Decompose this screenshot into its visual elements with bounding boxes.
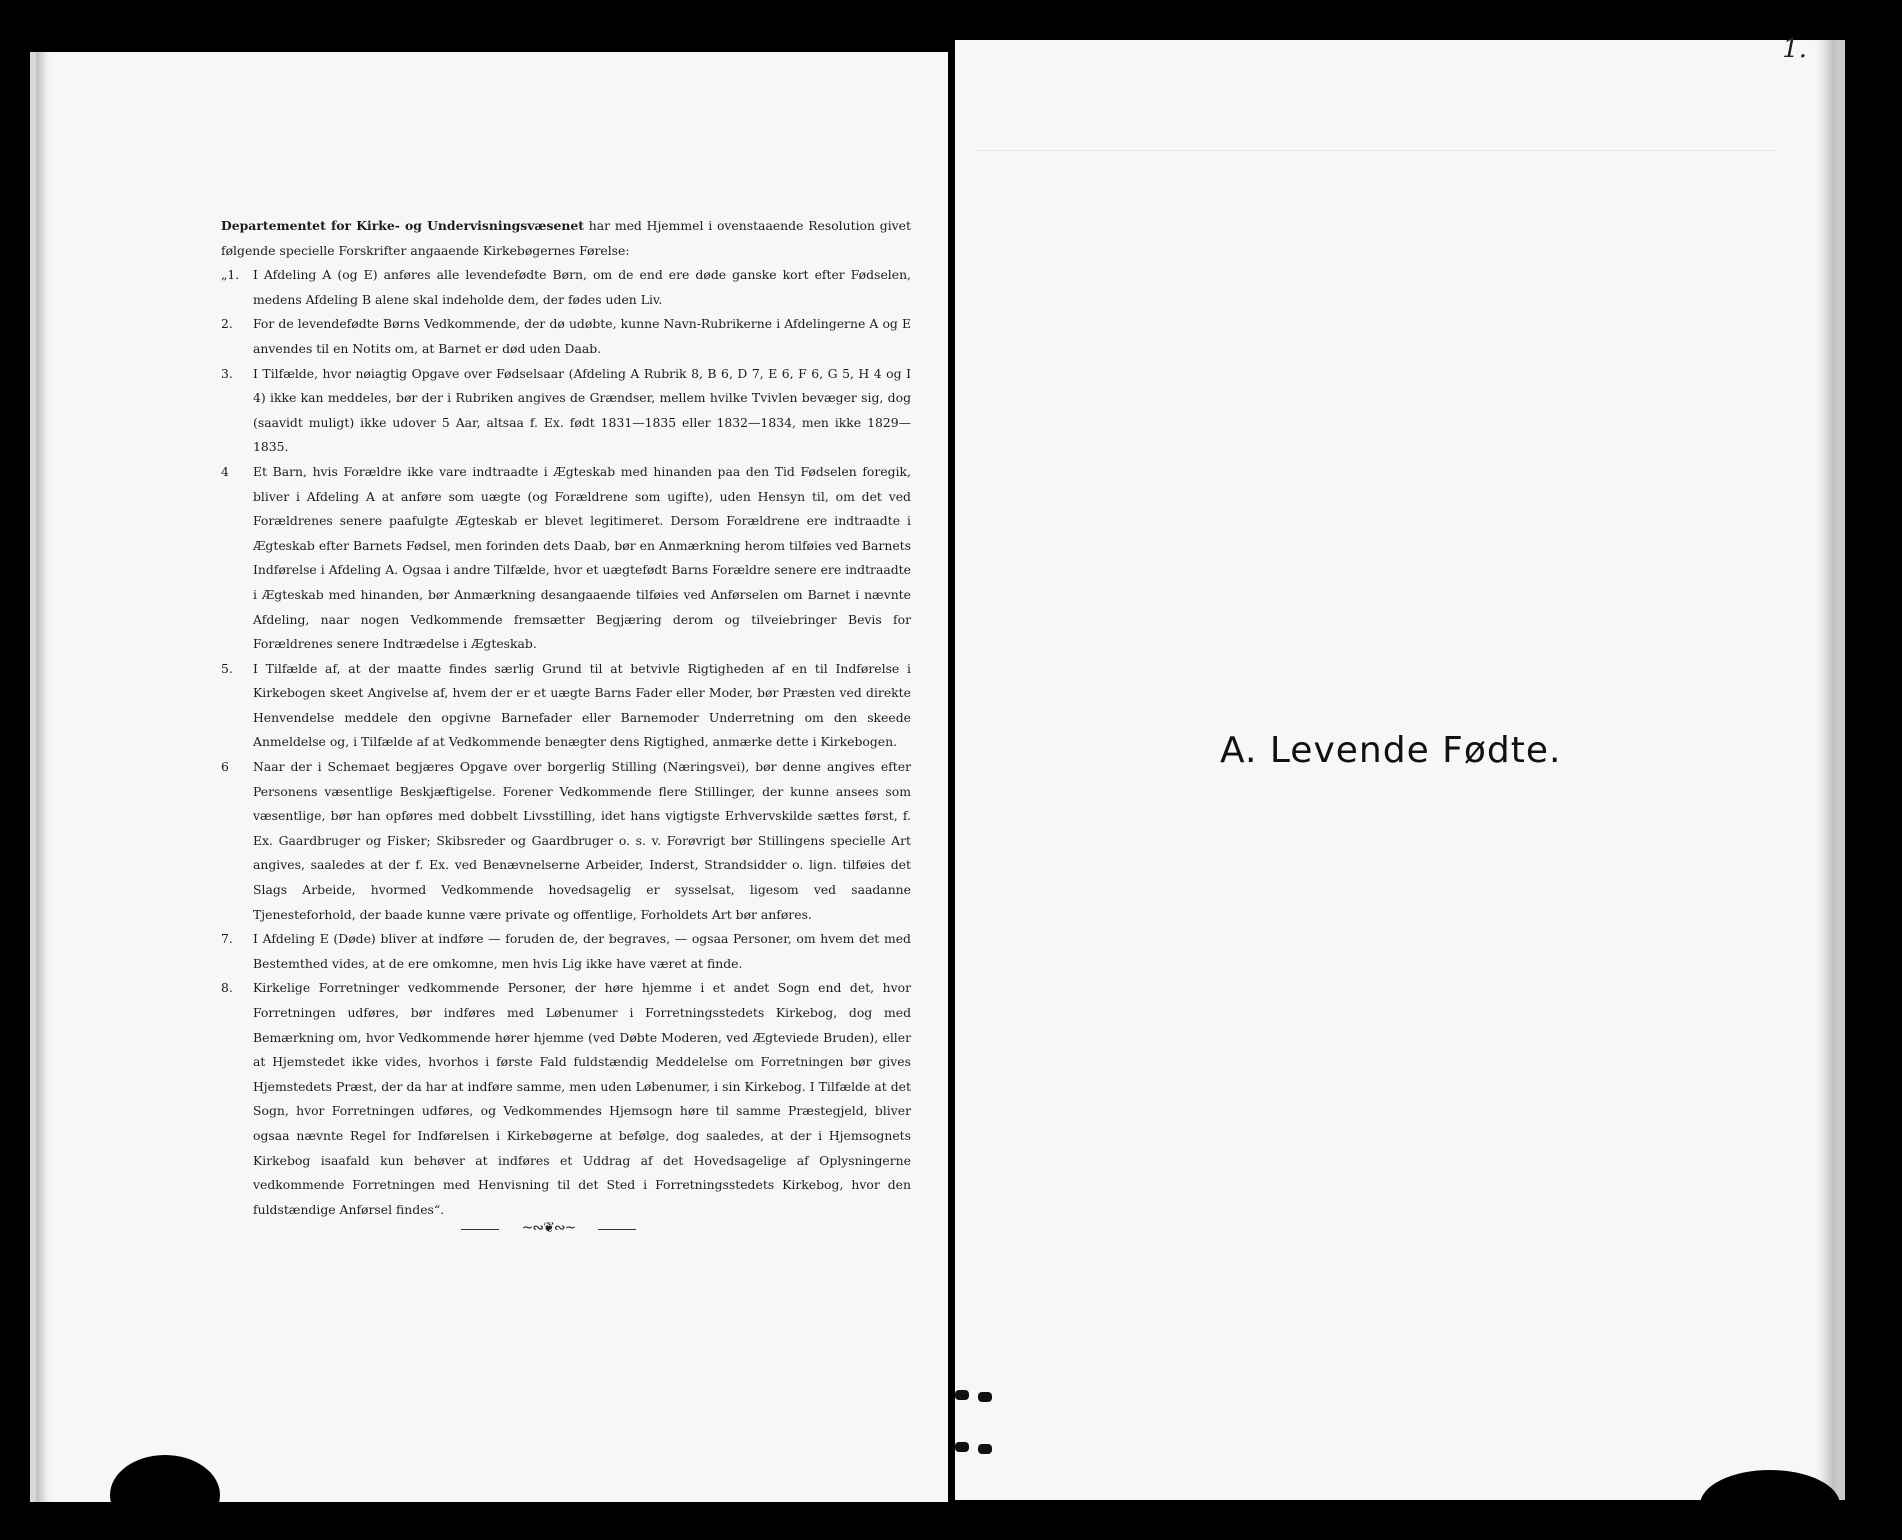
item-number: 8. bbox=[221, 980, 233, 996]
item-text: Naar der i Schemaet begjæres Opgave over borgerlig Stilling (Næringsvei), bør denne angives efter Personens væsentlige Beskjæftigelse. Forener Vedkommende flere Stillinger, der kunne ansees som væsentlige, bør han opføres med dobbelt Livsstilling, idet hans vigtigste Erhvervskilde sættes først, f. Ex. Gaardbruger og Fisker; Skibsreder og Gaardbruger o. s. v. Forøvrigt bør Stillingens specielle Art angives, saaledes at der f. Ex. ved Benævnelserne Arbeider, Inderst, Strandsidder o. lign. tilføies det Slags Arbeide, hvormed Vedkommende hovedsagelig er sysselsat, ligesom ved saadanne Tjenesteforhold, der baade kunne være private og offentlige, Forholdets Art bør anføres. bbox=[253, 759, 911, 922]
binding-mark bbox=[955, 1390, 969, 1400]
ornament-divider: ~∾❦∾~ bbox=[461, 1220, 636, 1236]
item-number: 4 bbox=[221, 463, 229, 479]
regulation-item bbox=[221, 755, 911, 927]
right-page bbox=[955, 34, 1845, 1500]
binding-mark bbox=[955, 1442, 969, 1452]
item-text: I Afdeling A (og E) anføres alle levendefødte Børn, om de end ere døde ganske kort efter Fødselen, medens Afdeling B alene skal indeholde dem, der fødes uden Liv. bbox=[253, 267, 911, 307]
regulation-item bbox=[221, 927, 911, 976]
item-number: 3. bbox=[221, 365, 233, 381]
regulation-item bbox=[221, 460, 911, 657]
item-text: For de levendefødte Børns Vedkommende, der dø udøbte, kunne Navn-Rubrikerne i Afdelingerne A og E anvendes til en Notits om, at Barnet er død uden Daab. bbox=[253, 316, 911, 356]
item-number: „1. bbox=[221, 267, 240, 283]
regulation-item bbox=[221, 657, 911, 755]
page-number: 1. bbox=[1782, 34, 1807, 64]
regulation-item bbox=[221, 312, 911, 361]
section-heading: A. Levende Fødte. bbox=[1220, 730, 1562, 771]
item-text: I Afdeling E (Døde) bliver at indføre — foruden de, der begraves, — ogsaa Personer, om hvem det med Bestemthed vides, at de ere omkomne, men hvis Lig ikke have været at finde. bbox=[253, 931, 911, 971]
regulation-item bbox=[221, 362, 911, 460]
item-number: 7. bbox=[221, 931, 233, 947]
item-text: I Tilfælde af, at der maatte findes særlig Grund til at betvivle Rigtigheden af en til Indførelse i Kirkebogen skeet Angivelse af, hvem der er et uægte Barns Fader eller Moder, bør Præsten ved direkte Henvendelse meddele den opgivne Barnefader eller Barnemoder Underretning om den skeede Anmeldelse og, i Tilfælde af at Vedkommende benægter dens Rigtighed, anmærke dette i Kirkebogen. bbox=[253, 660, 911, 750]
intro-rest: har med Hjemmel i ovenstaaende Resolution givet følgende specielle Forskrifter angaaende Kirkebøgernes Førelse: bbox=[221, 218, 911, 258]
page-corner-shadow bbox=[110, 1455, 220, 1535]
item-number: 5. bbox=[221, 660, 233, 676]
regulation-item bbox=[221, 976, 911, 1222]
left-page bbox=[30, 52, 948, 1502]
faint-rule bbox=[975, 150, 1775, 151]
binding-mark bbox=[978, 1444, 992, 1454]
intro-lead: Departementet for Kirke- og Undervisningsvæsenet bbox=[221, 218, 584, 233]
regulation-item bbox=[221, 263, 911, 312]
item-number: 6 bbox=[221, 759, 229, 775]
binding-mark bbox=[978, 1392, 992, 1402]
item-number: 2. bbox=[221, 316, 233, 332]
regulations-text bbox=[221, 214, 911, 1222]
intro-paragraph bbox=[221, 214, 911, 263]
item-text: Kirkelige Forretninger vedkommende Personer, der høre hjemme i et andet Sogn end det, hvor Forretningen udføres, bør indføres med Løbenumer i Forretningsstedets Kirkebog, dog med Bemærkning om, hvor Vedkommende hører hjemme (ved Døbte Moderen, ved Ægteviede Bruden), eller at Hjemstedet ikke vides, hvorhos i første Fald fuldstændig Meddelelse om Forretningen bør gives Hjemstedets Præst, der da har at indføre samme, men uden Løbenumer, i sin Kirkebog. I Tilfælde at det Sogn, hvor Forretningen udføres, og Vedkommendes Hjemsogn høre til samme Præstegjeld, bliver ogsaa nævnte Regel for Indførelsen i Kirkebøgerne at befølge, dog saaledes, at der i Hjemsognets Kirkebog isaafald kun behøver at indføres et Uddrag af det Hovedsagelige af Oplysningerne vedkommende Forretningen med Henvisning til det Sted i Forretningsstedets Kirkebog, hvor den fuldstændige Anførsel findes“. bbox=[253, 980, 911, 1217]
item-text: Et Barn, hvis Forældre ikke vare indtraadte i Ægteskab med hinanden paa den Tid Fødselen foregik, bliver i Afdeling A at anføre som uægte (og Forældrene som ugifte), uden Hensyn til, om det ved Forældrenes senere paafulgte Ægteskab er blevet legitimeret. Dersom Forældrene ere indtraadte i Ægteskab efter Barnets Fødsel, men forinden dets Daab, bør en Anmærkning herom tilføies ved Barnets Indførelse i Afdeling A. Ogsaa i andre Tilfælde, hvor et uægtefødt Barns Forældre senere ere indtraadte i Ægteskab med hinanden, bør Anmærkning desangaaende tilføies ved Anførselen om Barnet i nævnte Afdeling, naar nogen Vedkommende fremsætter Begjæring derom og tilveiebringer Bevis for Forældrenes senere Indtrædelse i Ægteskab. bbox=[253, 463, 911, 652]
page-corner-shadow bbox=[1700, 1470, 1840, 1540]
item-text: I Tilfælde, hvor nøiagtig Opgave over Fødselsaar (Afdeling A Rubrik 8, B 6, D 7, E 6, F 6, G 5, H 4 og I 4) ikke kan meddeles, bør der i Rubriken angives de Grændser, mellem hvilke Tvivlen bevæger sig, dog (saavidt muligt) ikke udover 5 Aar, altsaa f. Ex. født 1831—1835 eller 1832—1834, men ikke 1829—1835. bbox=[253, 365, 911, 455]
